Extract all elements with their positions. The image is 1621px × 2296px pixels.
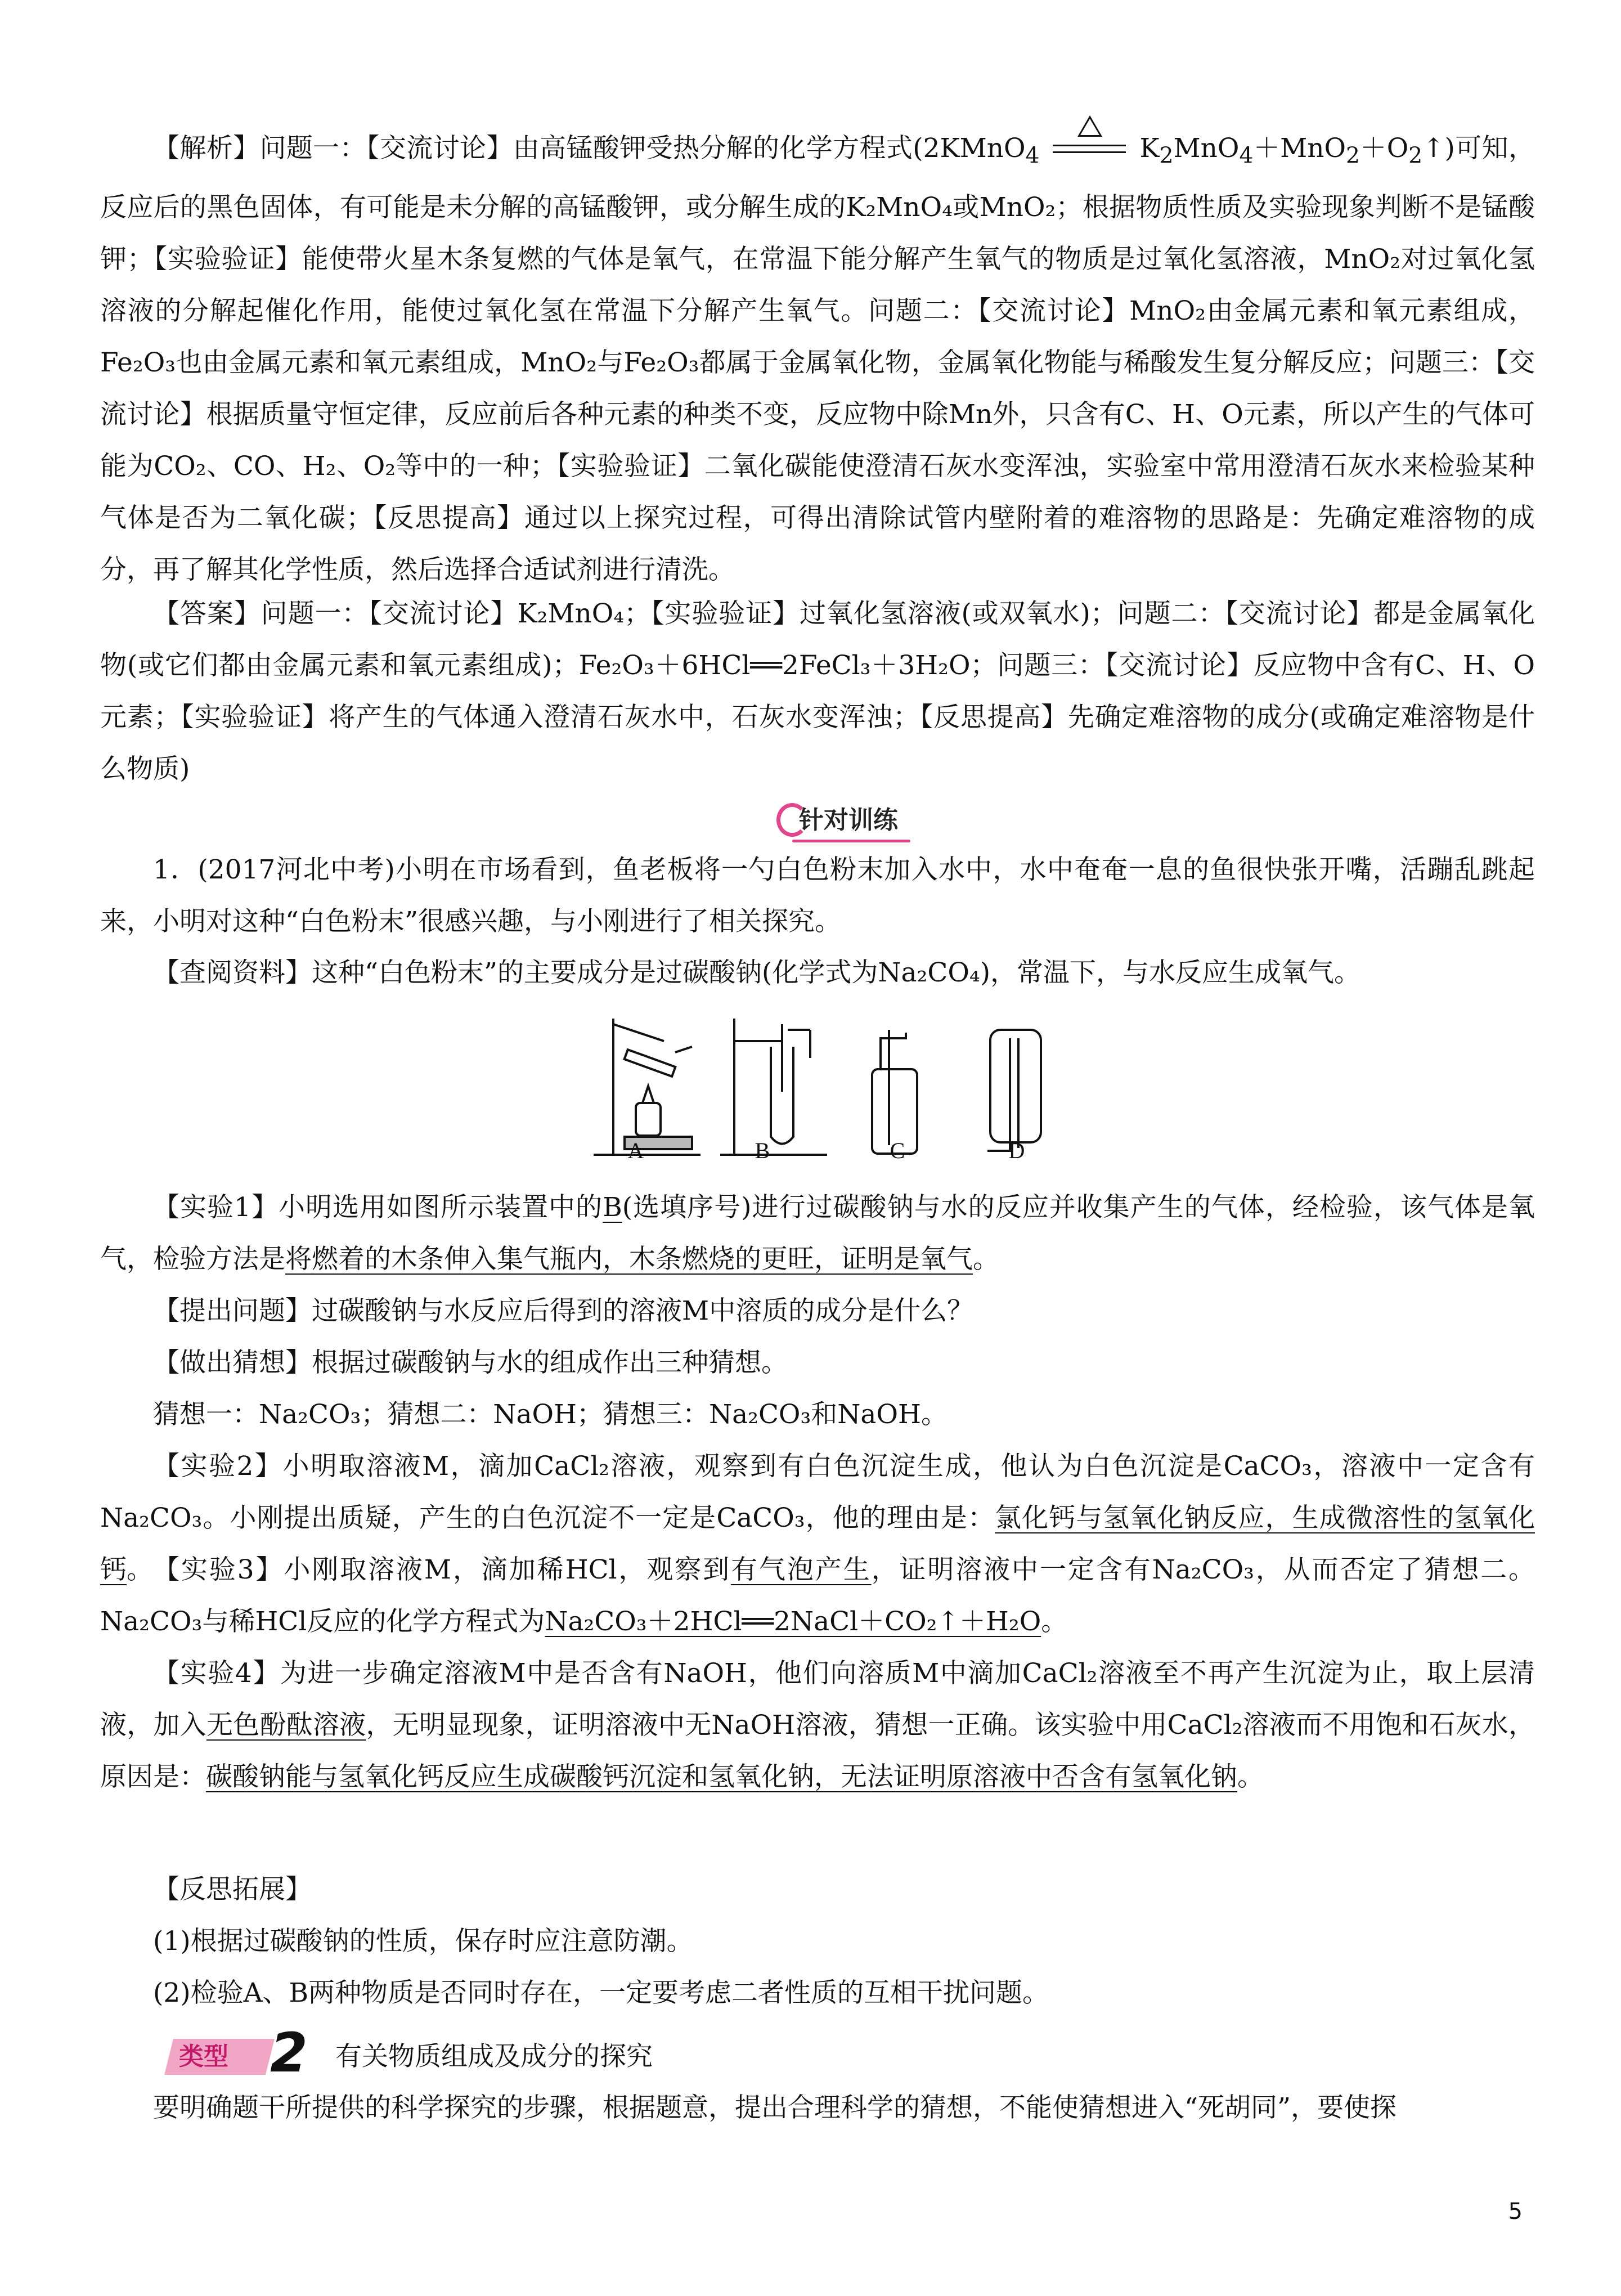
exp3-answer-2: Na₂CO₃＋2HCl══2NaCl＋CO₂↑＋H₂O bbox=[545, 1606, 1041, 1637]
product-text: K bbox=[1139, 133, 1160, 164]
exp3-answer-1: 有气泡产生 bbox=[731, 1554, 872, 1585]
reflect-item-1: (1)根据过碳酸钠的性质，保存时应注意防潮。 bbox=[153, 1926, 693, 1957]
apparatus-d-icon bbox=[987, 1030, 1041, 1151]
exp3-text: 【实验3】小刚取溶液M，滴加稀HCl，观察到 bbox=[153, 1554, 731, 1585]
heating-arrow-icon bbox=[1053, 139, 1126, 162]
type-number: 2 bbox=[270, 2021, 308, 2084]
q1-stem: 1．(2017河北中考)小明在市场看到，鱼老板将一勺白色粉末加入水中，水中奄奄一息的鱼很快张开嘴，活蹦乱跳起来，小明对这种“白色粉末”很感兴趣，与小刚进行了相关探究。 bbox=[100, 854, 1535, 937]
subscript: 2 bbox=[1346, 143, 1360, 169]
reflect-item-2: (2)检验A、B两种物质是否同时存在，一定要考虑二者性质的互相干扰问题。 bbox=[153, 1977, 1049, 2008]
product-text: MnO bbox=[1173, 133, 1240, 164]
exp1-paragraph bbox=[100, 1182, 1535, 1285]
exp2-answer: 氯化钙与氢氧化钠反应，生成微溶性的氢氧化钙 bbox=[100, 1503, 1535, 1585]
product-text: ↑)可知， bbox=[1422, 133, 1535, 164]
guesses-paragraph: 猜想一：Na₂CO₃；猜想二：NaOH；猜想三：Na₂CO₃和NaOH。 bbox=[153, 1399, 948, 1430]
apparatus-a-icon bbox=[594, 1019, 701, 1155]
reflect-heading: 【反思拓展】 bbox=[153, 1874, 312, 1905]
exp3-text: ，证明溶液中一定含有Na₂CO₃，从而否定了猜想二。Na₂CO₃与稀HCl反应的化学方程式为 bbox=[100, 1554, 1535, 1637]
analysis-rest: 反应后的黑色固体，有可能是未分解的高锰酸钾，或分解生成的K₂MnO₄或MnO₂；根据物质性质及实验现象判断不是锰酸钾；【实验验证】能使带火星木条复燃的气体是氧气，在常温下能分解产生氧气的物质是过氧化氢溶液，MnO₂对过氧化氢溶液的分解起催化作用，能使过氧化氢在常温下分解产生氧气。问题二：【交流讨论】MnO₂由金属元素和氧元素组成，Fe₂O₃也由金属元素和氧元素组成，MnO₂与Fe₂O₃都属于金属氧化物，金属氧化物能与稀酸发生复分解反应；问题三：【交流讨论】根据质量守恒定律，反应前后各种元素的种类不变，反应物中除Mn外，只含有C、H、O元素，所以产生的气体可能为CO₂、CO、H₂、O₂等中的一种；【实验验证】二氧化碳能使澄清石灰水变浑浊，实验室中常用澄清石灰水来检验某种气体是否为二氧化碳；【反思提高】通过以上探究过程，可得出清除试管内壁附着的难溶物的思路是：先确定难溶物的成分，再了解其化学性质，然后选择合适试剂进行清洗。 bbox=[100, 192, 1535, 586]
type-badge-label: 类型 bbox=[179, 2042, 228, 2071]
exp4-answer-2: 碳酸钠能与氢氧化钙反应生成碳酸钙沉淀和氢氧化钠，无法证明原溶液中否含有氢氧化钠 bbox=[206, 1761, 1237, 1792]
type2-intro: 要明确题干所提供的科学探究的步骤，根据题意，提出合理科学的猜想，不能使猜想进入“死胡同”，要使探 bbox=[153, 2092, 1397, 2123]
apparatus-label-b: B bbox=[755, 1138, 770, 1163]
product-text: ＋O bbox=[1359, 133, 1409, 164]
hypothesis-paragraph: 【做出猜想】根据过碳酸钠与水的组成作出三种猜想。 bbox=[153, 1347, 788, 1378]
exp4-text: 【实验4】为进一步确定溶液M中是否含有NaOH，他们向溶质M中滴加CaCl₂溶液至不再产生沉淀为止，取上层清液，加入 bbox=[100, 1658, 1535, 1741]
section-tag bbox=[776, 802, 910, 839]
apparatus-label-a: A bbox=[627, 1138, 644, 1163]
subscript: 2 bbox=[1159, 143, 1174, 169]
apparatus-c-icon bbox=[872, 1030, 917, 1154]
answer-paragraph: 【答案】问题一：【交流讨论】K₂MnO₄；【实验验证】过氧化氢溶液(或双氧水)；问题二：【交流讨论】都是金属氧化物(或它们都由金属元素和氧元素组成)；Fe₂O₃＋6HCl══2FeCl₃＋3H₂O；问题三：【交流讨论】反应物中含有C、H、O元素；【实验验证】将产生的气体通入澄清石灰水中，石灰水变浑浊；【反思提高】先确定难溶物的成分(或确定难溶物是什么物质) bbox=[100, 598, 1535, 784]
subscript: 2 bbox=[1408, 143, 1423, 169]
type-title: 有关物质组成及成分的探究 bbox=[335, 2041, 653, 2072]
question-paragraph: 【提出问题】过碳酸钠与水反应后得到的溶液M中溶质的成分是什么？ bbox=[153, 1295, 974, 1326]
analysis-paragraph bbox=[100, 123, 1535, 596]
tag-underline bbox=[792, 840, 910, 842]
exp2-text: 【实验2】小明取溶液M，滴加CaCl₂溶液，观察到有白色沉淀生成，他认为白色沉淀是CaCO₃，溶液中一定含有Na₂CO₃。小刚提出质疑，产生的白色沉淀不一定是CaCO₃，他的理由是： bbox=[100, 1451, 1535, 1533]
exp1-answer-2: 将燃着的木条伸入集气瓶内，木条燃烧的更旺，证明是氧气 bbox=[285, 1244, 973, 1275]
exp4-paragraph bbox=[100, 1648, 1535, 1803]
exp4-answer-1: 无色酚酞溶液 bbox=[206, 1710, 366, 1741]
product-text: ＋MnO bbox=[1253, 133, 1346, 164]
apparatus-b-icon bbox=[720, 1019, 827, 1155]
exp2-text: 。 bbox=[127, 1554, 153, 1585]
exp3-paragraph bbox=[100, 1544, 1535, 1648]
page-number: 5 bbox=[1508, 2199, 1523, 2225]
apparatus-label-d: D bbox=[1008, 1138, 1025, 1163]
apparatus-label-c: C bbox=[890, 1138, 905, 1163]
subscript: 4 bbox=[1239, 143, 1254, 169]
exp4-text: 。 bbox=[1237, 1761, 1264, 1792]
exp4-text: ，无明显现象，证明溶液中无NaOH溶液，猜想一正确。该实验中用CaCl₂溶液而不用饱和石灰水，原因是： bbox=[100, 1710, 1535, 1792]
exp3-text: 。 bbox=[1041, 1606, 1068, 1637]
section-tag-label: 针对训练 bbox=[799, 806, 898, 835]
analysis-intro: 【解析】问题一：【交流讨论】由高锰酸钾受热分解的化学方程式(2KMnO bbox=[153, 133, 1026, 164]
subscript: 4 bbox=[1025, 143, 1040, 169]
q1-info: 【查阅资料】这种“白色粉末”的主要成分是过碳酸钠(化学式为Na₂CO₄)，常温下，与水反应生成氧气。 bbox=[153, 957, 1361, 988]
exp1-text: 。 bbox=[973, 1244, 999, 1275]
exp1-answer-1: B bbox=[603, 1192, 622, 1223]
exp1-text: 【实验1】小明选用如图所示装置中的 bbox=[153, 1192, 603, 1223]
exp1-text: (选填序号)进行过碳酸钠与水的反应并收集产生的气体，经检验，该气体是氧气，检验方法是 bbox=[100, 1192, 1535, 1275]
